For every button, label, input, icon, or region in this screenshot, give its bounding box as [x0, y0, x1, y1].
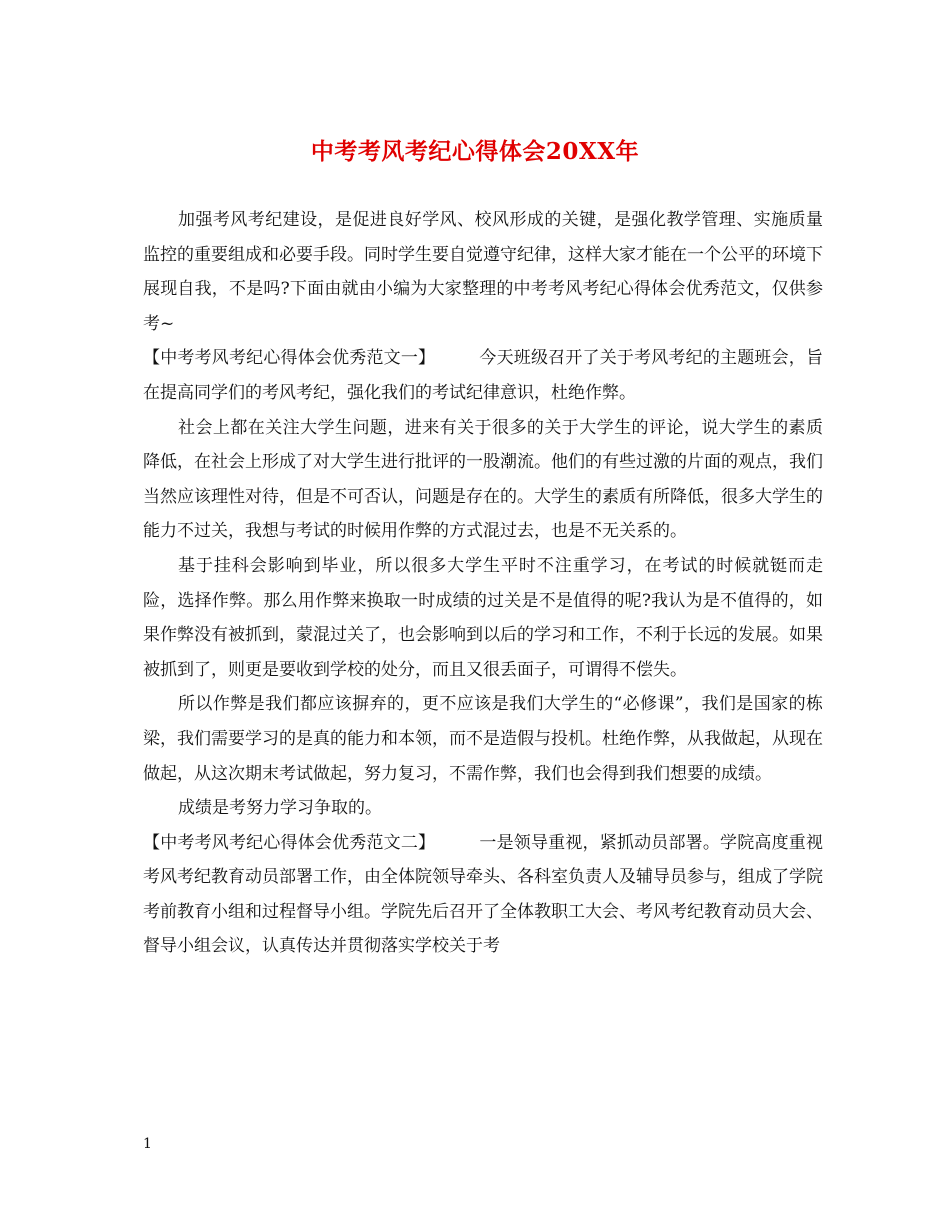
document-title: 中考考风考纪心得体会20XX年: [310, 138, 640, 165]
section-two: [143, 826, 823, 964]
page-number: 1: [143, 1136, 152, 1152]
section-two-text: 一是领导重视，紧抓动员部署。学院高度重视考风考纪教育动员部署工作，由全体院领导牵头、各科室负责人及辅导员参与，组成了学院考前教育小组和过程督导小组。学院先后召开了全体教职工大会、考风考纪教育动员大会、督导小组会议，认真传达并贯彻落实学校关于考: [143, 832, 824, 957]
body-paragraph-cheating: 所以作弊是我们都应该摒弃的，更不应该是我们大学生的“必修课”，我们是国家的栋梁，我们需要学习的是真的能力和本领，而不是造假与投机。杜绝作弊，从我做起，从现在做起，从这次期末考试做起，努力复习，不需作弊，我们也会得到我们想要的成绩。: [143, 694, 823, 784]
section-two-heading: 【中考考风考纪心得体会优秀范文二】: [143, 832, 436, 853]
section-one: [143, 341, 823, 410]
document-body: [143, 203, 823, 964]
body-paragraph-society: 社会上都在关注大学生问题，进来有关于很多的关于大学生的评论，说大学生的素质降低，在社会上形成了对大学生进行批评的一股潮流。他们的有些过激的片面的观点，我们当然应该理性对待，但是不可否认，问题是存在的。大学生的素质有所降低，很多大学生的能力不过关，我想与考试的时候用作弊的方式混过去，也是不无关系的。: [143, 417, 823, 542]
body-paragraph-failing: 基于挂科会影响到毕业，所以很多大学生平时不注重学习，在考试的时候就铤而走险，选择作弊。那么用作弊来换取一时成绩的过关是不是值得的呢?我认为是不值得的，如果作弊没有被抓到，蒙混过关了，也会影响到以后的学习和工作，不利于长远的发展。如果被抓到了，则更是要收到学校的处分，而且又很丢面子，可谓得不偿失。: [143, 555, 823, 680]
section-one-heading: 【中考考风考纪心得体会优秀范文一】: [143, 348, 436, 369]
intro-paragraph: 加强考风考纪建设，是促进良好学风、校风形成的关键，是强化教学管理、实施质量监控的重要组成和必要手段。同时学生要自觉遵守纪律，这样大家才能在一个公平的环境下展现自我，不是吗?下面由就由小编为大家整理的中考考风考纪心得体会优秀范文，仅供参考~: [143, 210, 823, 334]
section-one-text: 今天班级召开了关于考风考纪的主题班会，旨在提高同学们的考风考纪，强化我们的考试纪律意识，杜绝作弊。: [143, 348, 824, 403]
body-paragraph-effort: 成绩是考努力学习争取的。: [178, 798, 382, 819]
